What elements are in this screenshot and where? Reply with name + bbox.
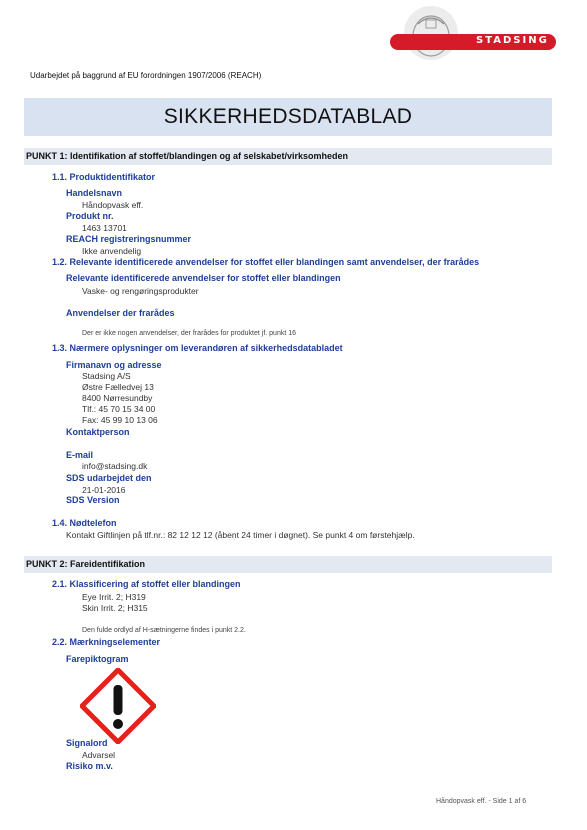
signal-word-label: Signalord — [66, 738, 108, 748]
sds-date-label: SDS udarbejdet den — [66, 473, 152, 483]
address-line: 8400 Nørresundby — [82, 393, 153, 403]
s21-heading: 2.1. Klassificering af stoffet eller blandingen — [52, 579, 241, 589]
risk-label: Risiko m.v. — [66, 761, 113, 771]
s12-heading: 1.2. Relevante identificerede anvendelser for stoffet eller blandingen samt anvendelser, der frarådes — [52, 257, 480, 267]
pictogram-label: Farepiktogram — [66, 654, 129, 664]
document-title: SIKKERHEDSDATABLAD — [163, 105, 413, 128]
address-line: Stadsing A/S — [82, 371, 131, 381]
trade-name-label: Handelsnavn — [66, 188, 123, 198]
ghs-exclamation-icon — [80, 668, 156, 744]
logo-text: STADSING — [476, 35, 549, 46]
section-2-heading: PUNKT 2: Fareidentifikation — [24, 556, 552, 573]
address-line: Fax: 45 99 10 13 06 — [82, 415, 158, 425]
classification-item: Skin Irrit. 2; H315 — [82, 603, 148, 613]
address-line: Tlf.: 45 70 15 34 00 — [82, 404, 156, 414]
classification-item: Eye Irrit. 2; H319 — [82, 592, 146, 602]
address-line: Østre Fælledvej 13 — [82, 382, 154, 392]
s22-heading: 2.2. Mærkningselementer — [52, 637, 161, 647]
company-label: Firmanavn og adresse — [66, 360, 162, 370]
s14-heading: 1.4. Nødtelefon — [52, 518, 117, 528]
emergency-text: Kontakt Giftlinjen på tlf.nr.: 82 12 12 12 (åbent 24 timer i døgnet). Se punkt 4 om førstehjælp. — [66, 530, 415, 540]
hstatement-note: Den fulde ordlyd af H-sætningerne findes i punkt 2.2. — [82, 627, 246, 634]
s11-heading: 1.1. Produktidentifikator — [52, 172, 156, 182]
product-no-label: Produkt nr. — [66, 211, 114, 221]
reach-label: REACH registreringsnummer — [66, 234, 192, 244]
email-label: E-mail — [66, 450, 94, 460]
advised-against-value: Der er ikke nogen anvendelser, der frarådes for produktet jf. punkt 16 — [82, 330, 297, 337]
title-band — [24, 98, 552, 136]
trade-name-value: Håndopvask eff. — [82, 200, 144, 210]
signal-word-value: Advarsel — [82, 750, 116, 760]
page-footer: Håndopvask eff. - Side 1 af 6 — [436, 798, 527, 805]
product-no-value: 1463 13701 — [82, 223, 127, 233]
advised-against-label: Anvendelser der frarådes — [66, 308, 175, 318]
contact-label: Kontaktperson — [66, 427, 130, 437]
logo-emblem — [404, 6, 458, 60]
s13-heading: 1.3. Nærmere oplysninger om leverandøren af sikkerhedsdatabladet — [52, 343, 343, 353]
reach-value: Ikke anvendelig — [82, 246, 142, 256]
intro-text: Udarbejdet på baggrund af EU forordningen 1907/2006 (REACH) — [30, 71, 262, 80]
uses-label: Relevante identificerede anvendelser for stoffet eller blandingen — [66, 273, 341, 283]
company-logo — [384, 4, 556, 62]
uses-value: Vaske- og rengøringsprodukter — [82, 286, 199, 296]
sds-version-label: SDS Version — [66, 495, 120, 505]
email-value: info@stadsing.dk — [82, 461, 148, 471]
section-1-heading: PUNKT 1: Identifikation af stoffet/blandingen og af selskabet/virksomheden — [24, 148, 552, 165]
sds-date-value: 21-01-2016 — [82, 485, 126, 495]
